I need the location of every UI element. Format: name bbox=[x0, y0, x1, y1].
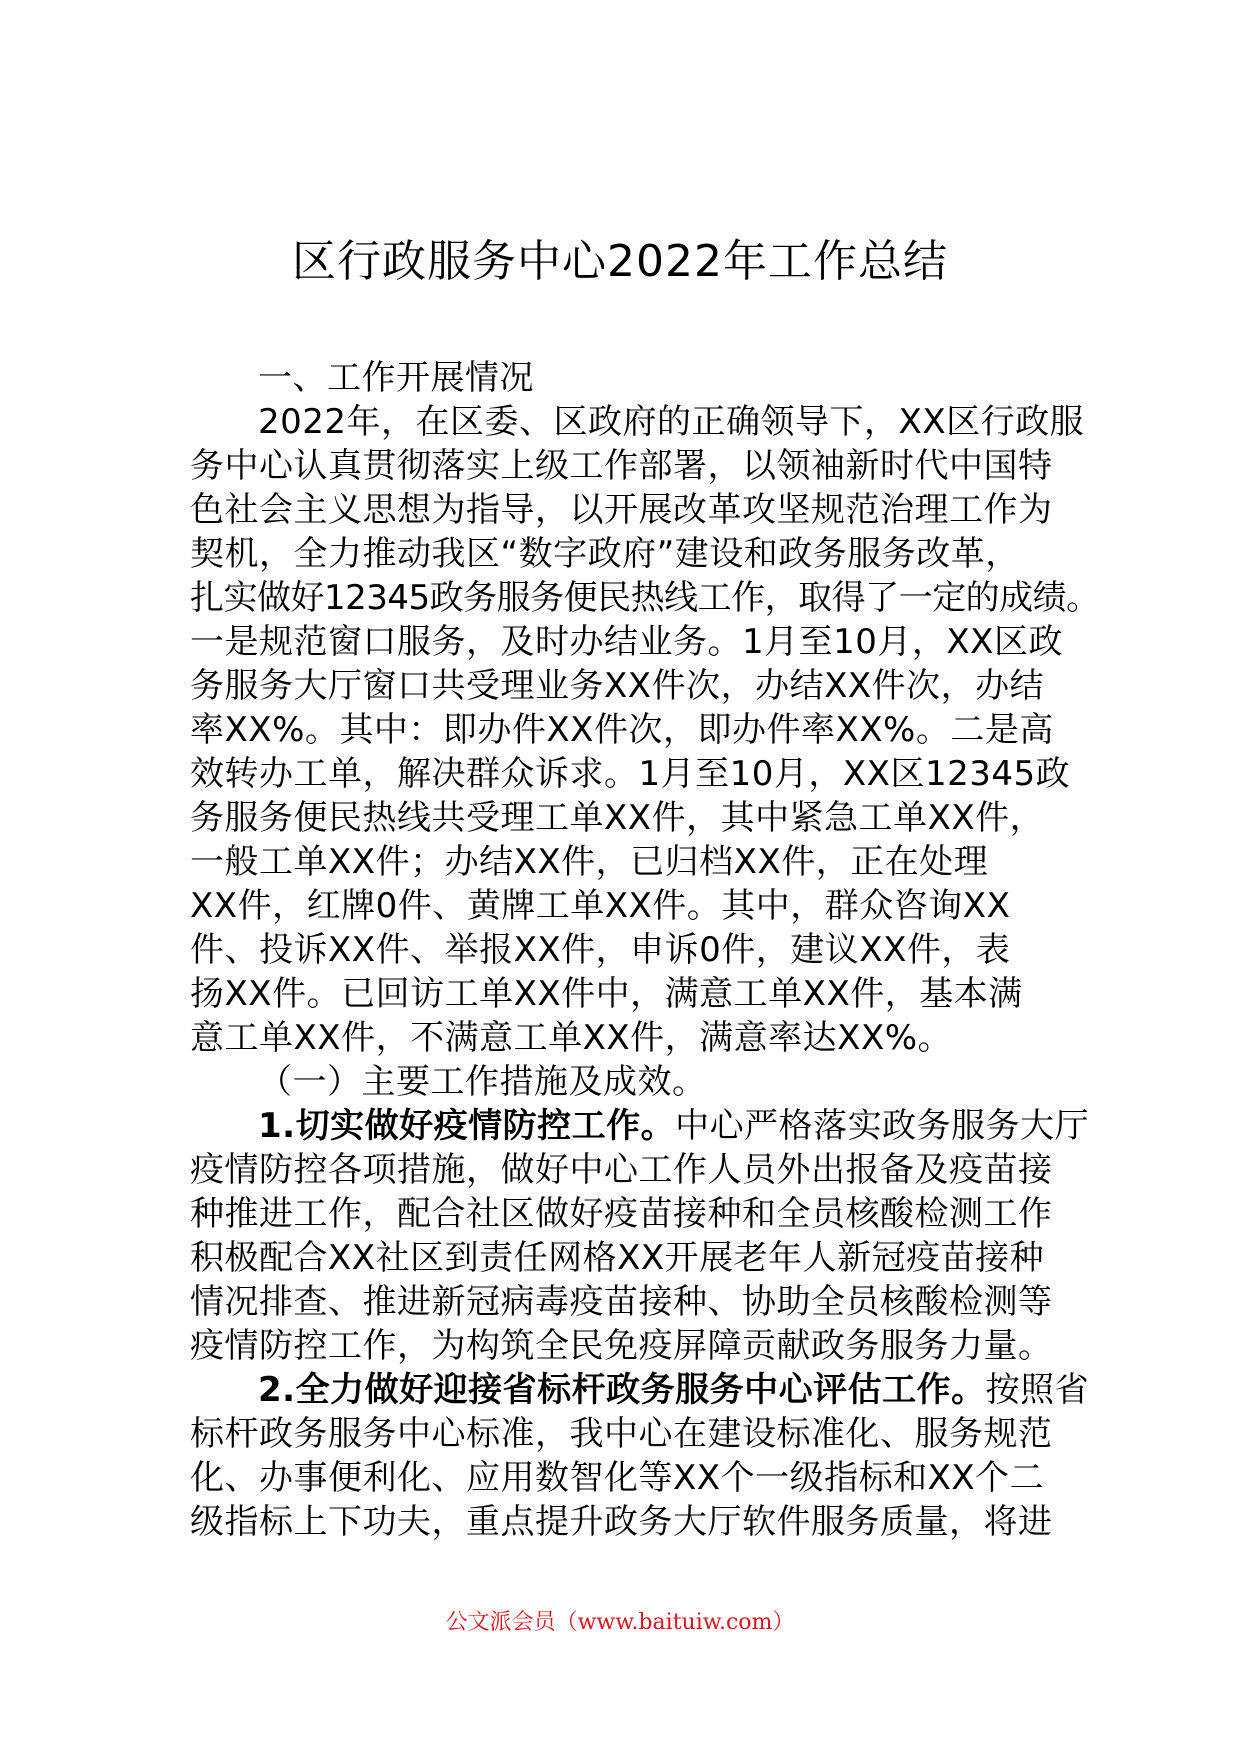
paragraph-line: 疫情防控各项措施，做好中心工作人员外出报备及疫苗接 bbox=[190, 1150, 1053, 1190]
paragraph-line: 扬XX件。已回访工单XX件中，满意工单XX件，基本满 bbox=[190, 974, 1023, 1014]
document-body bbox=[190, 356, 1100, 1544]
paragraph-line: 效转办工单，解决群众诉求。1月至10月，XX区12345政 bbox=[190, 754, 1071, 794]
item-2-text: 按照省 bbox=[985, 1370, 1090, 1410]
paragraph-line: 疫情防控工作，为构筑全民免疫屏障贡献政务服务力量。 bbox=[190, 1326, 1053, 1366]
paragraph-line: XX件，红牌0件、黄牌工单XX件。其中，群众咨询XX bbox=[190, 886, 1011, 926]
paragraph-line: 务服务便民热线共受理工单XX件，其中紧急工单XX件， bbox=[190, 798, 1045, 838]
paragraph-line: 级指标上下功夫，重点提升政务大厅软件服务质量，将进 bbox=[190, 1502, 1053, 1542]
paragraph-line: 一是规范窗口服务，及时办结业务。1月至10月，XX区政 bbox=[190, 622, 1063, 662]
paragraph-line: 一般工单XX件；办结XX件，已归档XX件，正在处理 bbox=[190, 842, 989, 882]
paragraph-line: 化、办事便利化、应用数智化等XX个一级指标和XX个二 bbox=[190, 1458, 1045, 1498]
paragraph-line: 意工单XX件，不满意工单XX件，满意率达XX%。 bbox=[190, 1018, 953, 1058]
paragraph-line: 色社会主义思想为指导，以开展改革攻坚规范治理工作为 bbox=[190, 490, 1053, 530]
paragraph-line: 2022年，在区委、区政府的正确领导下，XX区行政服 bbox=[258, 402, 1085, 442]
document-title: 区行政服务中心2022年工作总结 bbox=[292, 236, 948, 287]
paragraph-line: 率XX%。其中：即办件XX件次，即办件率XX%。二是高 bbox=[190, 710, 1054, 750]
footer-watermark: 公文派会员（www.baituiw.com） bbox=[445, 1610, 795, 1635]
paragraph-line: 务服务大厅窗口共受理业务XX件次，办结XX件次，办结 bbox=[190, 666, 1045, 706]
item-2-heading: 2.全力做好迎接省标杆政务服务中心评估工作。 bbox=[258, 1370, 986, 1410]
item-2-line bbox=[190, 1368, 1090, 1412]
paragraph-line: 契机，全力推动我区“数字政府”建设和政务服务改革， bbox=[190, 534, 1020, 574]
paragraph-line: 标杆政务服务中心标准，我中心在建设标准化、服务规范 bbox=[190, 1414, 1053, 1454]
paragraph-line: 情况排查、推进新冠病毒疫苗接种、协助全员核酸检测等 bbox=[190, 1282, 1053, 1322]
section-heading: 一、工作开展情况 bbox=[258, 358, 534, 398]
subsection-heading: （一）主要工作措施及成效。 bbox=[258, 1062, 707, 1102]
item-1-line bbox=[190, 1104, 1090, 1148]
paragraph-line: 积极配合XX社区到责任网格XX开展老年人新冠疫苗接种 bbox=[190, 1238, 1045, 1278]
paragraph-line: 种推进工作，配合社区做好疫苗接种和全员核酸检测工作 bbox=[190, 1194, 1053, 1234]
paragraph-line: 件、投诉XX件、举报XX件，申诉0件，建议XX件，表 bbox=[190, 930, 1011, 970]
paragraph-line: 扎实做好12345政务服务便民热线工作，取得了一定的成绩。 bbox=[190, 578, 1100, 618]
item-1-heading: 1.切实做好疫情防控工作。 bbox=[258, 1106, 676, 1146]
paragraph-line: 务中心认真贯彻落实上级工作部署，以领袖新时代中国特 bbox=[190, 446, 1053, 486]
item-1-text: 中心严格落实政务服务大厅 bbox=[675, 1106, 1090, 1146]
